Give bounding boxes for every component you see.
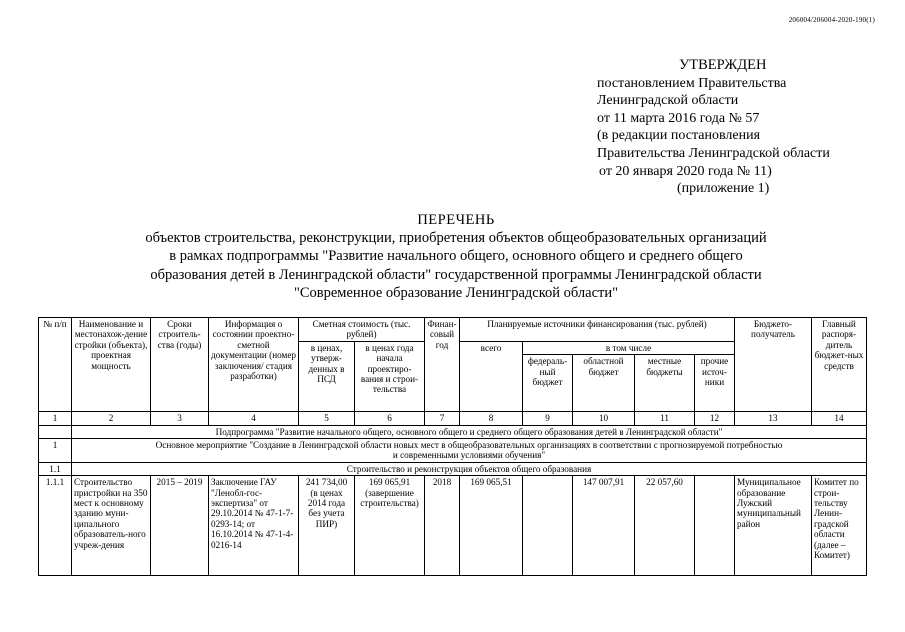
section-title: Строительство и реконструкция объектов общего образования <box>72 462 867 475</box>
approval-line: от 20 января 2020 года № 11) <box>599 163 772 179</box>
column-number: 2 <box>72 412 151 425</box>
column-number: 14 <box>812 412 867 425</box>
approval-line: от 11 марта 2016 года № 57 <box>597 110 760 126</box>
column-number: 4 <box>209 412 299 425</box>
approval-line: УТВЕРЖДЕН <box>679 57 767 73</box>
main-event-row <box>72 439 867 463</box>
row-cost-psd: 241 734,00 (в ценах 2014 года без учета ПИР) <box>299 476 355 576</box>
document-id: 206004/206004-2020-190(1) <box>788 16 875 24</box>
approval-line: постановлением Правительства <box>597 75 787 91</box>
header-manager: Главный распоря-дитель бюджет-ных средств <box>812 318 867 412</box>
title-line: в рамках подпрограммы "Развитие начального общего, основного общего и среднего общего <box>169 248 743 265</box>
header-cost-start: в ценах года начала проектиро-вания и строи-тельства <box>355 341 425 411</box>
header-cost-psd: в ценах, утверж-денных в ПСД <box>299 341 355 411</box>
table-row <box>39 476 867 576</box>
header-total: всего <box>460 341 523 411</box>
header-planned: Планируемые источники финансирования (тыс. рублей) <box>460 318 735 342</box>
title-heading: ПЕРЕЧЕНЬ <box>417 212 495 228</box>
row-num: 1.1.1 <box>39 476 72 576</box>
column-numbers-row <box>39 412 867 425</box>
row-name: Строительство пристройки на 350 мест к основному зданию муни-ципального образователь-ного учреж-дения <box>72 476 151 576</box>
approval-line: Правительства Ленинградской области <box>597 145 830 161</box>
main-event-line: и современными условиями обучения" <box>392 450 546 461</box>
header-num: № п/п <box>39 318 72 412</box>
approval-block <box>597 57 887 198</box>
approval-line: (приложение 1) <box>677 181 770 197</box>
row-fin-year: 2018 <box>425 476 460 576</box>
header-other: прочие источ-ники <box>695 355 735 412</box>
approval-line: Ленинградской области <box>597 93 739 109</box>
header-fin-year: Финан-совый год <box>425 318 460 412</box>
header-cost: Сметная стоимость (тыс. рублей) <box>299 318 425 342</box>
column-number: 7 <box>425 412 460 425</box>
column-number: 8 <box>460 412 523 425</box>
header-local: местные бюджеты <box>635 355 695 412</box>
header-incl: в том числе <box>523 341 735 354</box>
row-terms: 2015 – 2019 <box>151 476 209 576</box>
column-number: 13 <box>735 412 812 425</box>
document-title <box>100 211 812 302</box>
column-number: 12 <box>695 412 735 425</box>
section-num: 1.1 <box>39 462 72 475</box>
row-manager: Комитет по строи-тельству Ленин-градской области (далее – Комитет) <box>812 476 867 576</box>
row-total: 169 065,51 <box>460 476 523 576</box>
row-regional: 147 007,91 <box>573 476 635 576</box>
header-recipient: Бюджето-получатель <box>735 318 812 412</box>
title-line: объектов строительства, реконструкции, приобретения объектов общеобразовательных организаций <box>145 230 767 247</box>
main-event-num: 1 <box>39 439 72 463</box>
row-info: Заключение ГАУ "Ленобл-гос-экспертиза" от 29.10.2014 № 47-1-7-0293-14; от 16.10.2014 № 47-1-4-0216-14 <box>209 476 299 576</box>
column-number: 3 <box>151 412 209 425</box>
row-other <box>695 476 735 576</box>
header-name: Наименование и местонахож-дение стройки (объекта), проектная мощность <box>72 318 151 412</box>
column-number: 10 <box>573 412 635 425</box>
approval-line: (в редакции постановления <box>597 128 761 144</box>
column-number: 5 <box>299 412 355 425</box>
title-line: образования детей в Ленинградской области" государственной программы Ленинградской области <box>150 266 762 283</box>
row-local: 22 057,60 <box>635 476 695 576</box>
row-recipient: Муниципальное образование Лужский муниципальный район <box>735 476 812 576</box>
row-cost-start: 169 065,91 (завершение строительства) <box>355 476 425 576</box>
header-regional: областной бюджет <box>573 355 635 412</box>
header-info: Информация о состоянии проектно-сметной документации (номер заключения/ стадия разработки) <box>209 318 299 412</box>
header-federal: федераль-ный бюджет <box>523 355 573 412</box>
title-line: "Современное образование Ленинградской области" <box>293 284 619 301</box>
column-number: 6 <box>355 412 425 425</box>
column-number: 11 <box>635 412 695 425</box>
row-federal <box>523 476 573 576</box>
column-number: 9 <box>523 412 573 425</box>
empty-cell <box>39 425 72 438</box>
subprogram-row: Подпрограмма "Развитие начального общего, основного общего и среднего общего образования детей в Ленинградской области" <box>72 425 867 438</box>
main-event-line: Основное мероприятие "Создание в Ленинградской области новых мест в общеобразовательных организациях в соответствии с прогнозируемой потребностью <box>155 440 783 451</box>
header-terms: Сроки строитель-ства (годы) <box>151 318 209 412</box>
column-number: 1 <box>39 412 72 425</box>
objects-table <box>38 317 867 576</box>
